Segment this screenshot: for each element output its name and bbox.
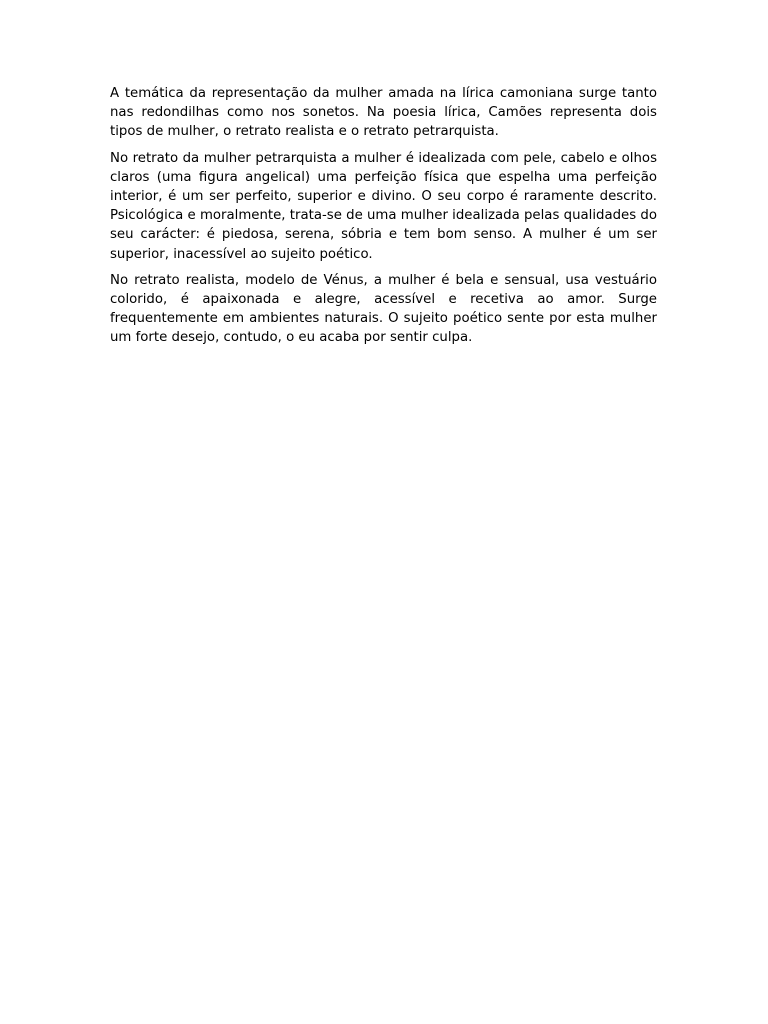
paragraph-realist-portrait: No retrato realista, modelo de Vénus, a mulher é bela e sensual, usa vestuário colorido, é apaixonada e alegre, acessível e recetiva ao amor. Surge frequentemente em ambientes naturais. O sujeito poético sente por esta mulher um forte desejo, contudo, o eu acaba por sentir culpa. xyxy=(110,272,657,346)
paragraph-petrarchan-portrait: No retrato da mulher petrarquista a mulher é idealizada com pele, cabelo e olhos claros (uma figura angelical) uma perfeição física que espelha uma perfeição interior, é um ser perfeito, superior e divino. O seu corpo é raramente descrito. Psicológica e moralmente, trata-se de uma mulher idealizada pelas qualidades do seu carácter: é piedosa, serena, sóbria e tem bom senso. A mulher é um ser superior, inacessível ao sujeito poético. xyxy=(110,150,657,262)
document-body xyxy=(110,84,657,355)
paragraph-intro: A temática da representação da mulher amada na lírica camoniana surge tanto nas redondilhas como nos sonetos. Na poesia lírica, Camões representa dois tipos de mulher, o retrato realista e o retrato petrarquista. xyxy=(110,86,657,140)
